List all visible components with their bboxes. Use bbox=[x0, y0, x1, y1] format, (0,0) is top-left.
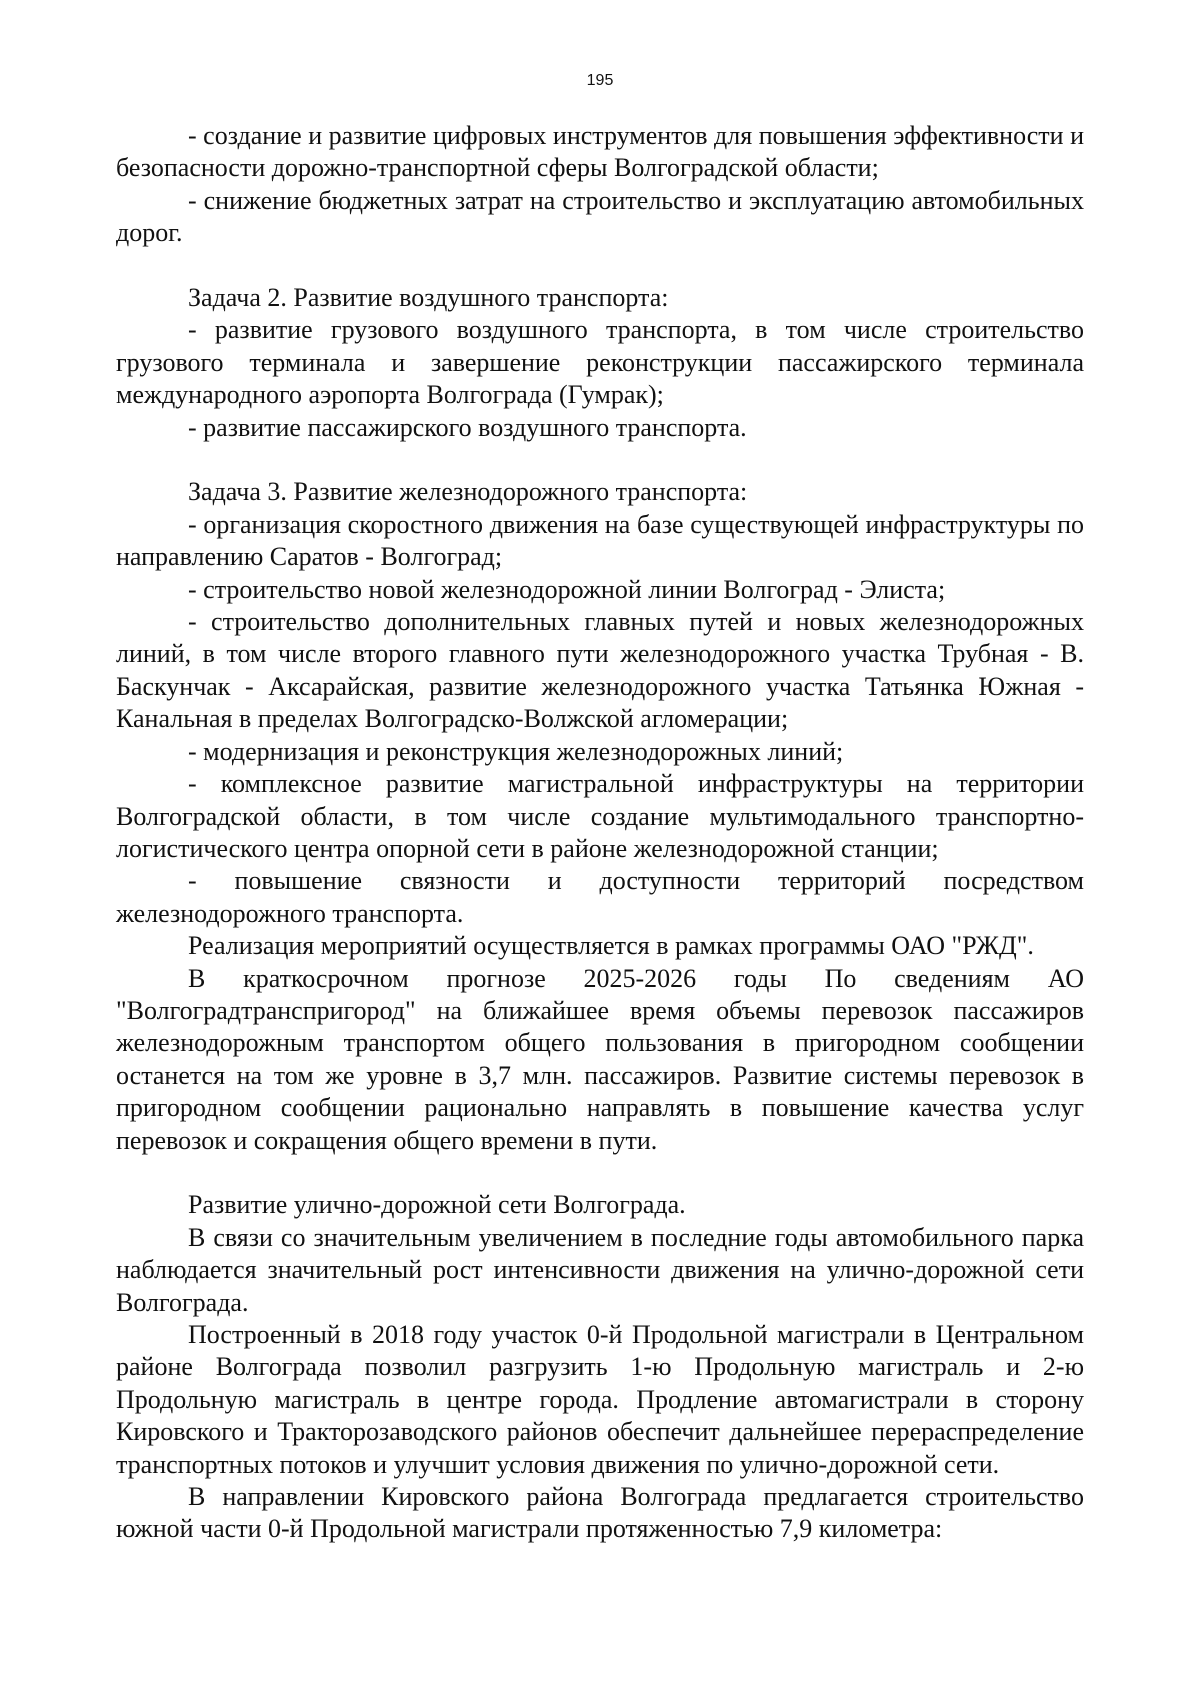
paragraph-digital-tools: - создание и развитие цифровых инструментов для повышения эффективности и безопасности дорожно-транспортной сферы Волгоградской области; bbox=[116, 121, 1084, 183]
paragraph-cargo-air: - развитие грузового воздушного транспорта, в том числе строительство грузового терминала и завершение реконструкции пассажирского терминала международного аэропорта Волгограда (Гумрак); bbox=[116, 315, 1084, 410]
paragraph-rzd-program: Реализация мероприятий осуществляется в рамках программы ОАО "РЖД". bbox=[188, 931, 1034, 961]
paragraph-traffic-growth: В связи со значительным увеличением в последние годы автомобильного парка наблюдается значительный рост интенсивности движения на улично-дорожной сети Волгограда. bbox=[116, 1222, 1084, 1317]
paragraph-modernization: - модернизация и реконструкция железнодорожных линий; bbox=[188, 736, 844, 766]
paragraph-budget-costs: - снижение бюджетных затрат на строительство и эксплуатацию автомобильных дорог. bbox=[116, 185, 1084, 248]
paragraph-connectivity: - повышение связности и доступности территорий посредством железнодорожного транспорта. bbox=[116, 866, 1084, 928]
heading-task-2: Задача 2. Развитие воздушного транспорта: bbox=[188, 283, 669, 313]
heading-task-3: Задача 3. Развитие железнодорожного транспорта: bbox=[188, 477, 748, 507]
page-number: 195 bbox=[586, 72, 614, 89]
paragraph-complex-development: - комплексное развитие магистральной инфраструктуры на территории Волгоградской области, в том числе создание мультимодального транспортно-логистического центра опорной сети в районе железнодорожной станции; bbox=[116, 769, 1084, 863]
paragraph-highway-2018: Построенный в 2018 году участок 0-й Продольной магистрали в Центральном районе Волгограда позволил разгрузить 1-ю Продольную магистраль и 2-ю Продольную магистраль в центре города. Продление автомагистрали в сторону Кировского и Тракторозаводского районов обеспечит дальнейшее перераспределение транспортных потоков и улучшит условия движения по улично-дорожной сети. bbox=[116, 1319, 1084, 1479]
paragraph-new-line-elista: - строительство новой железнодорожной линии Волгоград - Элиста; bbox=[188, 574, 946, 604]
document-body bbox=[116, 120, 1084, 1546]
heading-street-network: Развитие улично-дорожной сети Волгограда. bbox=[188, 1190, 686, 1220]
paragraph-high-speed: - организация скоростного движения на базе существующей инфраструктуры по направлению Саратов - Волгоград; bbox=[116, 509, 1084, 572]
paragraph-additional-tracks: - строительство дополнительных главных путей и новых железнодорожных линий, в том числе второго главного пути железнодорожного участка Трубная - В. Баскунчак - Аксарайская, развитие железнодорожного участка Татьянка Южная - Канальная в пределах Волгоградско-Волжской агломерации; bbox=[116, 607, 1084, 734]
paragraph-kirovsky-direction: В направлении Кировского района Волгограда предлагается строительство южной части 0-й Продольной магистрали протяженностью 7,9 километра: bbox=[116, 1482, 1084, 1544]
paragraph-short-term-forecast: В краткосрочном прогнозе 2025-2026 годы По сведениям АО "Волгоградтранспригород" на ближайшее время объемы перевозок пассажиров железнодорожным транспортом общего пользования в пригородном сообщении останется на том же уровне в 3,7 млн. пассажиров. Развитие системы перевозок в пригородном сообщении рационально направлять в повышение качества услуг перевозок и сокращения общего времени в пути. bbox=[116, 963, 1084, 1155]
paragraph-passenger-air: - развитие пассажирского воздушного транспорта. bbox=[188, 412, 747, 442]
